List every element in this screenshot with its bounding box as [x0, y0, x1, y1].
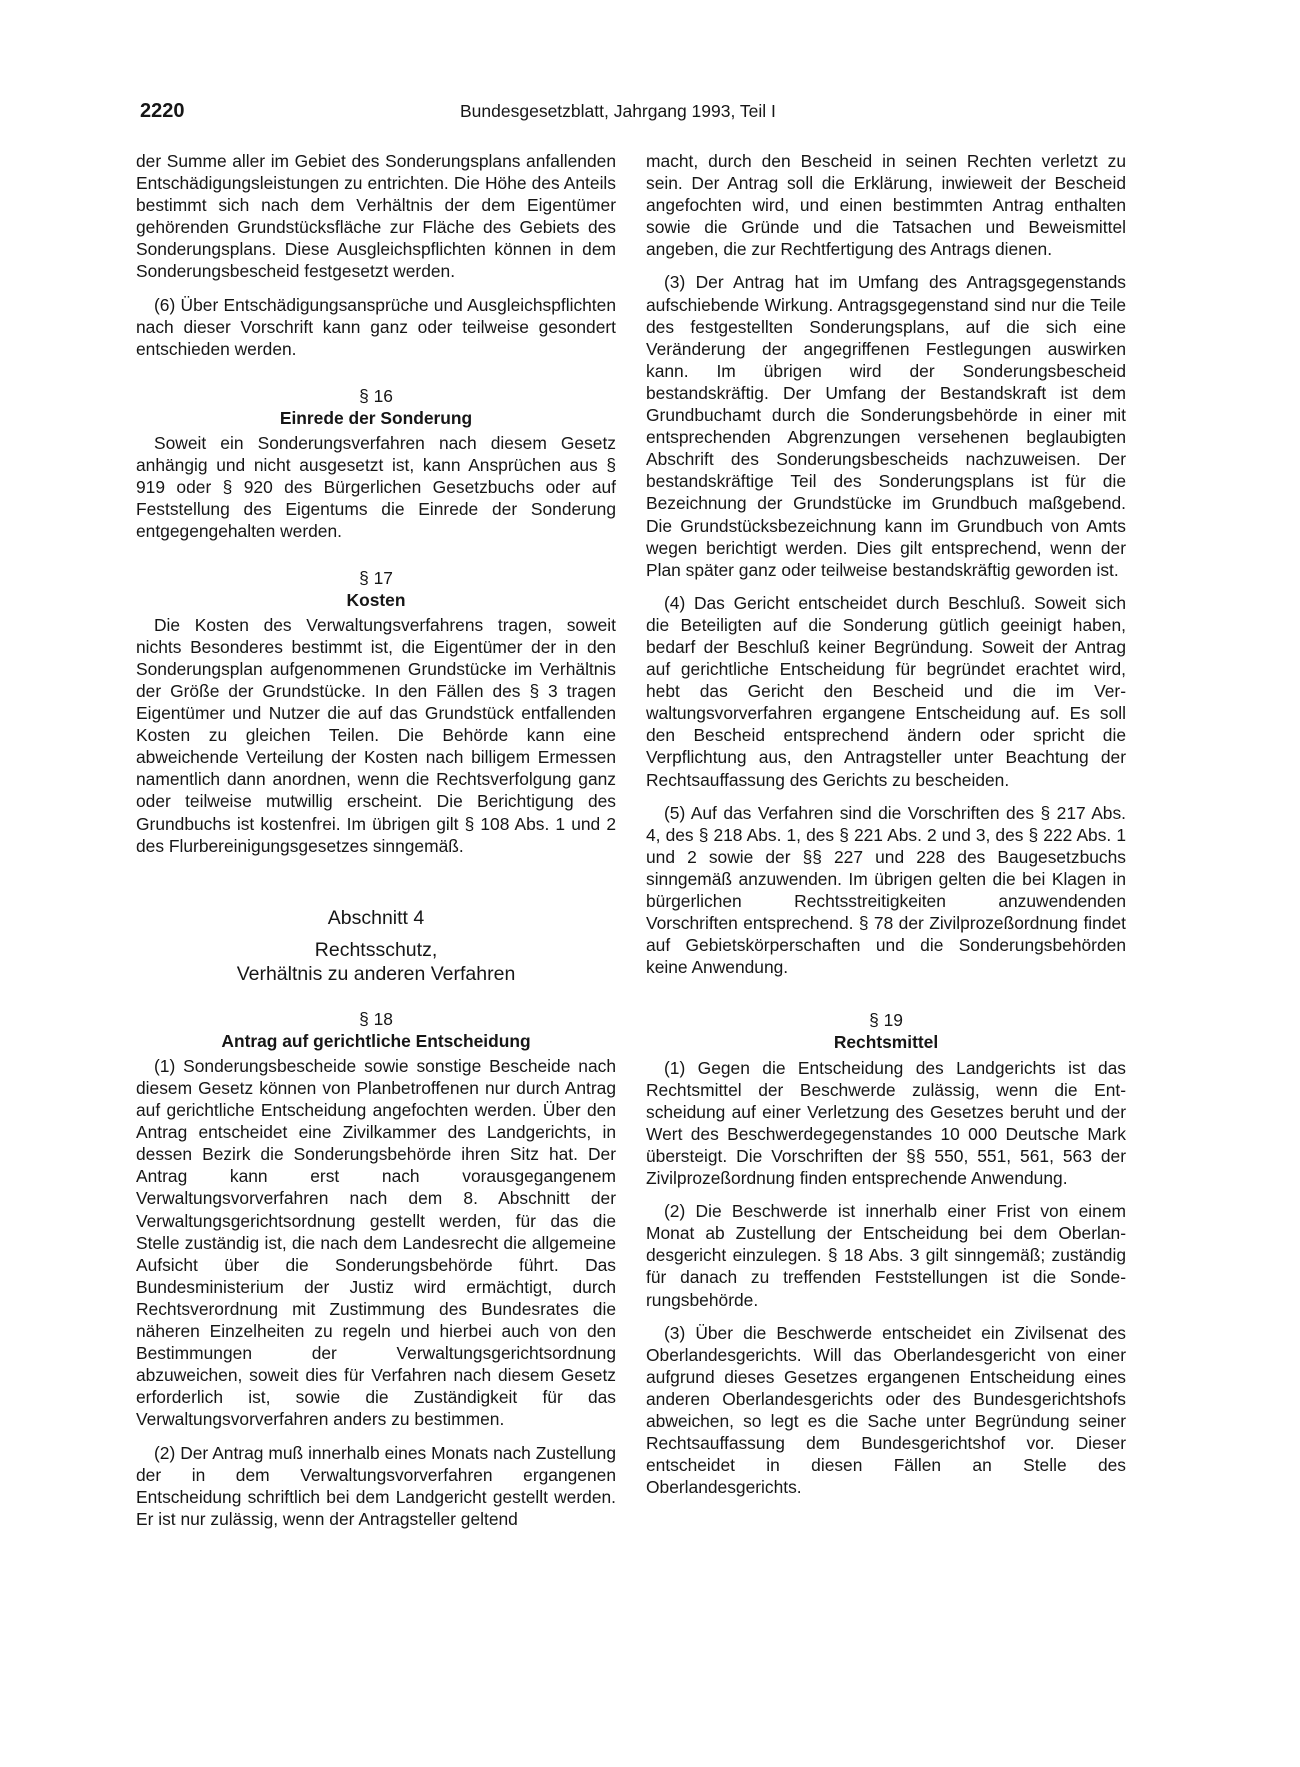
section-16-title: Einrede der Sonderung	[279, 407, 473, 428]
section-16-text: Soweit ein Sonderungsverfahren nach diesem Gesetz anhängig und nicht ausgesetzt ist, kann Ansprüchen aus § 919 oder § 920 des Bürgerlichen Gesetzbuchs oder auf Feststellung des Eigentums die Einrede der Sonderung entgegengehalten werden.	[136, 433, 616, 542]
chapter-title-line-2: Verhältnis zu anderen Verfahren	[236, 962, 516, 985]
section-18-paragraph-4: (4) Das Gericht entscheidet durch Beschluß. Soweit sich die Beteiligten auf die Sonderung gütlich geeinigt haben, bedarf der Beschluß keiner Begründung. Soweit der Antrag auf gerichtliche Entscheidung für begründet erachtet wird, hebt das Gericht den Bescheid und die im Verwaltungsvorverfahren ergangene Entscheidung auf. Es soll den Bescheid entsprechend ändern oder spricht die Verpflichtung aus, den Antragsteller unter Beachtung der Rechtsauffassung des Gerichts zu bescheiden.	[646, 592, 1126, 790]
section-19-paragraph-2: (2) Die Beschwerde ist innerhalb einer Frist von einem Monat ab Zustellung der Entscheidung bei dem Oberlandesgericht einzulegen. § 18 Abs. 3 gilt sinngemäß; zuständig für danach zu treffenden Feststellungen ist die Sonderungsbehörde.	[646, 1201, 1126, 1310]
page-number: 2220	[140, 100, 185, 122]
section-16-number: § 16	[359, 385, 393, 406]
chapter-heading: Abschnitt 4	[327, 906, 425, 929]
section-18-paragraph-5: (5) Auf das Verfahren sind die Vorschriften des § 217 Abs. 4, des § 218 Abs. 1, des § 221 Abs. 2 und 3, des § 222 Abs. 1 und 2 sowie der §§ 227 und 228 des Baugesetzbuchs sinngemäß anzuwenden. Im übrigen gelten die bei Klagen in bürgerlichen Rechtsstreitigkeiten anzuwendenden Vorschriften entsprechend. § 78 der Zivilprozeßordnung findet auf Gebietskörperschaften und die Sonderungsbehörden keine Anwendung.	[646, 802, 1126, 978]
right-column	[646, 150, 1126, 1509]
chapter-title-line-1: Rechtsschutz,	[314, 938, 438, 961]
section-17-title: Kosten	[346, 589, 406, 610]
section-18-paragraph-2: (2) Der Antrag muß innerhalb eines Monats nach Zustellung der in dem Verwaltungsvorverfahren ergangenen Entscheidung schriftlich bei dem Landgericht gestellt werden. Er ist nur zulässig, wenn der Antragsteller geltend	[136, 1442, 616, 1529]
section-18-paragraph-1: (1) Sonderungsbescheide sowie sonstige Bescheide nach diesem Gesetz können von Planbetroffenen nur durch Antrag auf gerichtliche Entscheidung angefochten werden. Über den Antrag entscheidet eine Zivilkammer des Landgerichts, in dessen Bezirk die Sonderungsbehörde ihren Sitz hat. Der Antrag kann erst nach vorausgegangenem Verwaltungsvorverfahren nach dem 8. Abschnitt der Verwaltungsgerichtsordnung gestellt werden, für das die Stelle zuständig ist, die nach dem Landesrecht die allgemeine Aufsicht über die Sonderungsbehörde führt. Das Bundesministerium der Justiz wird ermächtigt, durch Rechtsverordnung mit Zustimmung des Bundesrates die näheren Einzelheiten zu regeln und hierbei auch von den Bestimmungen der Verwaltungsgerichtsordnung abzuweichen, soweit dies für Verfahren nach diesem Gesetz erforderlich ist, sowie die Zuständigkeit für das Verwaltungsvorverfahren anders zu bestimmen.	[136, 1055, 616, 1430]
section-19-paragraph-3: (3) Über die Beschwerde entscheidet ein Zivilsenat des Oberlandesgerichts. Will das Oberlandesgericht von einer aufgrund dieses Gesetzes ergangenen Entscheidung eines anderen Oberlandesgerichts oder des Bundesgerichtshofs abweichen, so legt es die Sache unter Begründung seiner Rechtsauffassung dem Bundesgerichtshof vor. Dieser entscheidet in diesen Fällen an Stelle des Oberlandesgerichts.	[646, 1322, 1126, 1498]
section-17-number: § 17	[359, 567, 393, 588]
section-19-number: § 19	[869, 1010, 903, 1031]
paragraph-continued: der Summe aller im Gebiet des Sonderungsplans anfallenden Entschädigungsleistungen zu entrichten. Die Höhe des Anteils bestimmt sich nach dem Verhältnis der dem Eigentümer gehörenden Grundstücksfläche zur Fläche des Gebiets des Sonderungsplans. Diese Ausgleichspflichten können in dem Sonderungsbescheid festgesetzt werden.	[136, 151, 616, 282]
running-title: Bundesgesetzblatt, Jahrgang 1993, Teil I	[460, 101, 776, 121]
section-18-title: Antrag auf gerichtliche Entscheidung	[221, 1030, 531, 1051]
section-18-number: § 18	[359, 1008, 393, 1029]
section-17-text: Die Kosten des Verwaltungsverfahrens tragen, soweit nichts Besonderes bestimmt ist, die Eigentümer der in den Sonderungsplan aufgenommenen Grundstücke im Verhältnis der Größe der Grundstücke. In den Fällen des § 3 tragen Eigentümer und Nutzer die auf das Grundstück entfallenden Kosten zu gleichen Teilen. Die Behörde kann eine abweichende Verteilung der Kosten nach billigem Ermessen namentlich dann anordnen, wenn die Rechtsverfolgung ganz oder teilweise mutwillig erscheint. Die Berichtigung des Grundbuchs ist kostenfrei. Im übrigen gilt § 108 Abs. 1 und 2 des Flurbereinigungsgesetzes sinngemäß.	[136, 614, 616, 856]
left-column	[136, 150, 616, 1541]
section-19-paragraph-1: (1) Gegen die Entscheidung des Landgerichts ist das Rechtsmittel der Beschwerde zulässig, wenn die Entscheidung auf einer Verletzung des Gesetzes beruht und der Wert des Beschwerdegegenstandes 10 000 Deutsche Mark übersteigt. Die Vorschriften der §§ 550, 551, 561, 563 der Zivilprozeßordnung finden entsprechende Anwendung.	[646, 1057, 1126, 1189]
paragraph-6: (6) Über Entschädigungsansprüche und Ausgleichspflichten nach dieser Vorschrift kann ganz oder teilweise gesondert entschieden werden.	[136, 294, 616, 359]
section-19-title: Rechtsmittel	[833, 1032, 939, 1053]
section-18-paragraph-3: (3) Der Antrag hat im Umfang des Antragsgegenstands aufschiebende Wirkung. Antragsgegenstand sind nur die Teile des festgestellten Sonderungsplans, auf die sich eine Veränderung der angegriffenen Festlegungen auswirken kann. Im übrigen wird der Sonderungsbescheid bestandskräftig. Der Umfang der Bestandskraft ist dem Grundbuchamt durch die Sonderungsbehörde in einer mit entsprechenden Abgrenzungen versehenen beglaubigten Abschrift des Sonderungsbescheids nachzuweisen. Der bestandskräftige Teil des Sonderungsplans ist für die Bezeichnung der Grundstücke im Grundbuch maßgebend. Die Grundstücksbezeichnung kann im Grundbuch von Amts wegen berichtigt werden. Dies gilt entsprechend, wenn der Plan später ganz oder teilweise bestandskräftig geworden ist.	[646, 272, 1126, 580]
paragraph-continued-right: macht, durch den Bescheid in seinen Rechten verletzt zu sein. Der Antrag soll die Erklärung, inwieweit der Bescheid angefochten wird, und einen bestimmten Antrag enthalten sowie die Gründe und die Tatsachen und Beweismittel angeben, die zur Rechtfertigung des Antrags dienen.	[646, 151, 1126, 260]
